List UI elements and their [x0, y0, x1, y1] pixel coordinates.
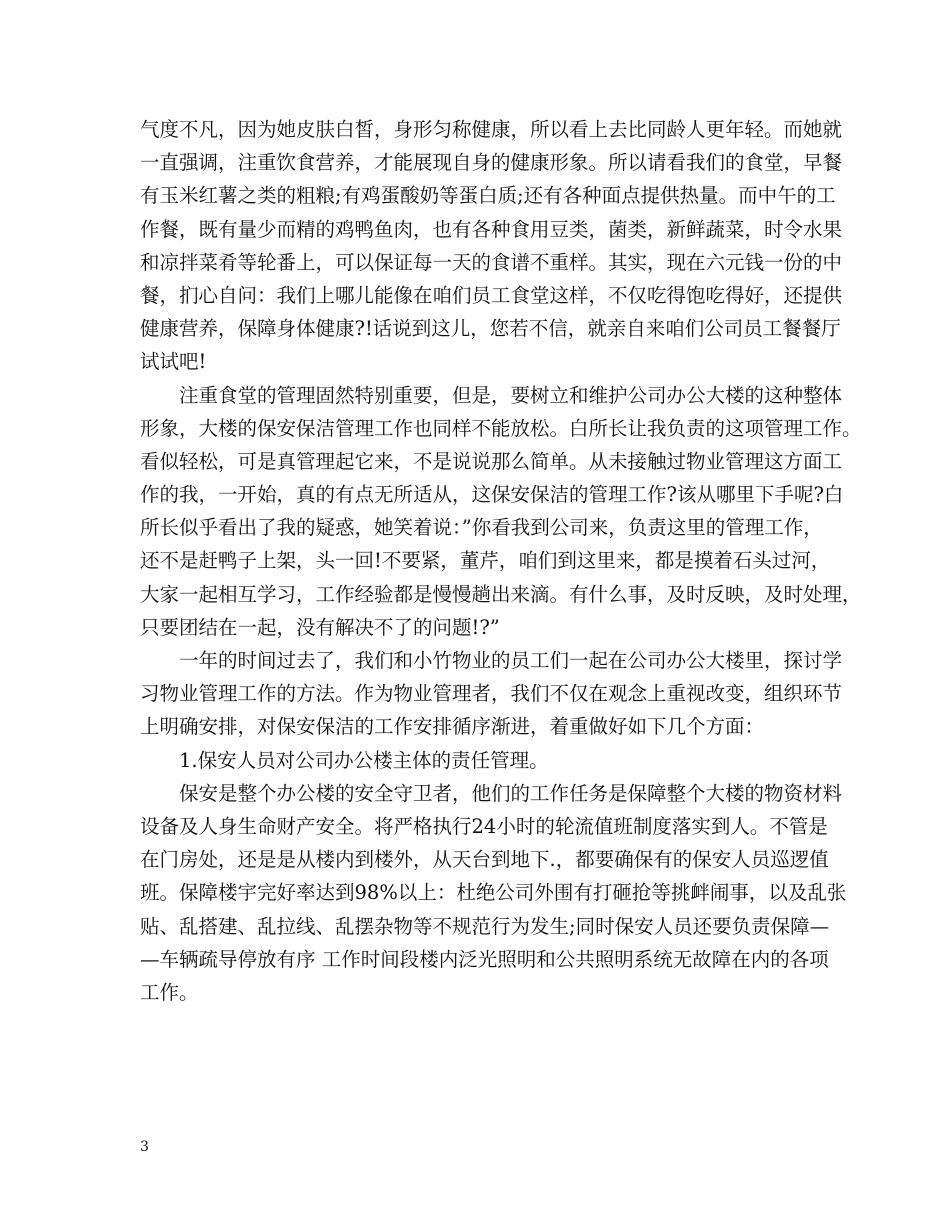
text-line: 作的我，一开始，真的有点无所适从，这保安保洁的管理工作?该从哪里下手呢?白 [140, 483, 844, 507]
text-line: 工作。 [140, 980, 199, 1004]
text-line: 一直强调，注重饮食营养，才能展现自身的健康形象。所以请看我们的食堂，早餐 [140, 151, 843, 175]
text-line: 和凉拌菜肴等轮番上，可以保证每一天的食谱不重样。其实，现在六元钱一份的中 [140, 250, 843, 274]
text-line: 注重食堂的管理固然特别重要，但是，要树立和维护公司办公大楼的这种整体 [179, 383, 843, 407]
text-line: 有玉米红薯之类的粗粮;有鸡蛋酸奶等蛋白质;还有各种面点提供热量。而中午的工 [140, 184, 836, 208]
page-number: 3 [140, 1139, 149, 1155]
text-line: 作餐，既有量少而精的鸡鸭鱼肉，也有各种食用豆类，菌类，新鲜蔬菜，时令水果 [140, 217, 843, 241]
text-line: 试试吧! [140, 350, 207, 374]
text-line: 餐，扪心自问：我们上哪儿能像在咱们员工食堂这样，不仅吃得饱吃得好，还提供 [140, 283, 843, 307]
text-line: 一年的时间过去了，我们和小竹物业的员工们一起在公司办公大楼里，探讨学 [179, 649, 843, 672]
text-line: 健康营养，保障身体健康?!话说到这儿，您若不信，就亲自来咱们公司员工餐餐厅 [140, 317, 841, 341]
text-line: 气度不凡，因为她皮肤白皙，身形匀称健康，所以看上去比同龄人更年轻。而她就 [140, 118, 843, 141]
text-line: 还不是赶鸭子上架，头一回!不要紧，董芹，咱们到这里来，都是摸着石头过河， [140, 549, 831, 573]
text-line: 班。保障楼宇完好率达到98%以上：杜绝公司外围有打砸抢等挑衅闹事，以及乱张 [140, 881, 847, 905]
text-line: 在门房处，还是是从楼内到楼外，从天台到地下.，都要确保有的保安人员巡逻值 [140, 848, 829, 872]
text-line: 只要团结在一起，没有解决不了的问题!?” [140, 615, 500, 639]
text-line: 保安是整个办公楼的安全守卫者，他们的工作任务是保障整个大楼的物资材料 [179, 781, 843, 805]
text-line: 贴、乱搭建、乱拉线、乱摆杂物等不规范行为发生;同时保安人员还要负责保障— [140, 914, 830, 938]
text-line: 看似轻松，可是真管理起它来，不是说说那么简单。从未接触过物业管理这方面工 [140, 449, 843, 473]
text-line: 大家一起相互学习，工作经验都是慢慢趟出来滴。有什么事，及时反映，及时处理， [140, 582, 862, 606]
body-text [140, 113, 862, 1009]
text-line: 上明确安排，对保安保洁的工作安排循序渐进，着重做好如下几个方面： [140, 715, 765, 739]
text-line: 所长似乎看出了我的疑惑，她笑着说：”你看我到公司来，负责这里的管理工作， [140, 516, 823, 540]
text-line: 习物业管理工作的方法。作为物业管理者，我们不仅在观念上重视改变，组织环节 [140, 682, 843, 706]
text-line: —车辆疏导停放有序 工作时间段楼内泛光照明和公共照明系统无故障在内的各项 [140, 947, 829, 971]
text-line: 1.保安人员对公司办公楼主体的责任管理。 [179, 748, 549, 772]
text-line: 设备及人身生命财产安全。将严格执行24小时的轮流值班制度落实到人。不管是 [140, 814, 828, 838]
text-line: 形象，大楼的保安保洁管理工作也同样不能放松。白所长让我负责的这项管理工作。 [140, 416, 862, 440]
